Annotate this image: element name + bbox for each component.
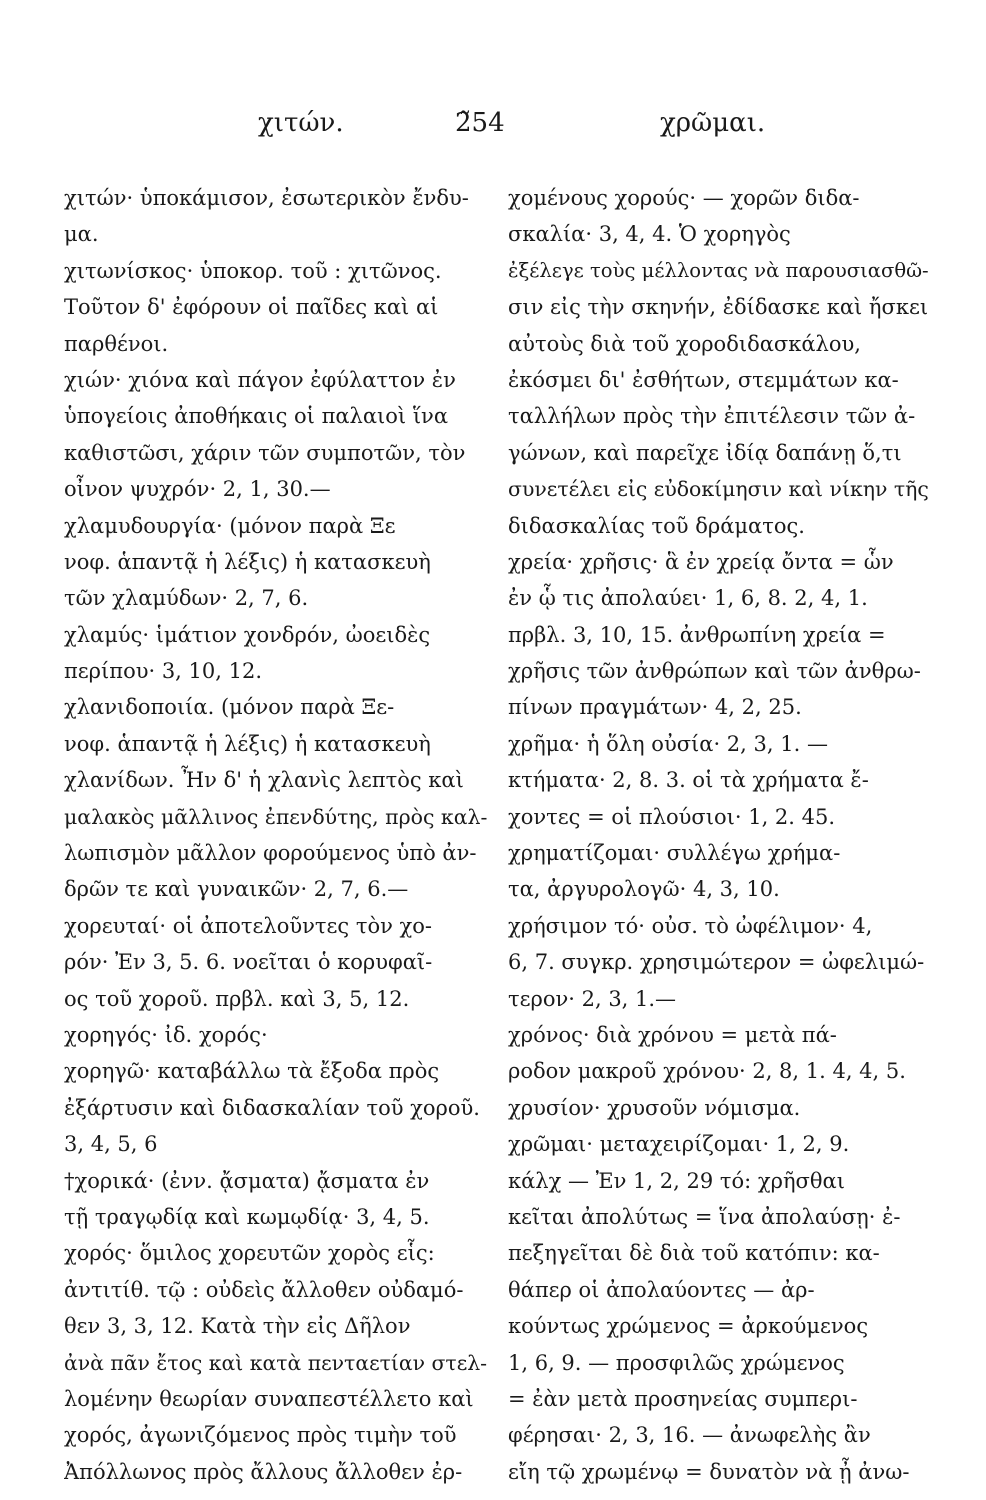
text-line: χλανιδοποιία. (μόνον παρὰ Ξε- <box>64 695 395 720</box>
text-line: παρθένοι. <box>64 331 169 356</box>
text-line: Ἀπόλλωνος πρὸς ἄλλους ἄλλοθεν ἐρ- <box>64 1459 463 1484</box>
header-right-word: χρῶμαι. <box>660 108 766 138</box>
text-line: χρήσιμον τό· οὐσ. τὸ ὠφέλιμον· 4, <box>508 913 873 938</box>
text-line: περίπου· 3, 10, 12. <box>64 659 263 684</box>
text-line: πίνων πραγμάτων· 4, 2, 25. <box>508 695 802 720</box>
text-line: κούντως χρώμενος = ἀρκούμενος <box>508 1314 869 1339</box>
text-line: χομένους χορούς· — χορῶν διδα- <box>508 186 860 210</box>
running-header <box>0 108 986 148</box>
text-line: μαλακὸς μᾶλλινος ἐπενδύτης, πρὸς καλ- <box>64 804 488 829</box>
text-line: χρεία· χρῆσις· ἃ ἐν χρείᾳ ὄντα = ὧν <box>508 549 894 574</box>
text-line: εἴη τῷ χρωμένῳ = δυνατὸν νὰ ᾖ ἀνω- <box>508 1459 910 1484</box>
text-line: κεῖται ἀπολύτως = ἵνα ἀπολαύσῃ· ἐ- <box>508 1204 901 1229</box>
text-line: 3, 4, 5, 6 <box>64 1132 158 1157</box>
text-line: χορηγῶ· καταβάλλω τὰ ἔξοδα πρὸς <box>64 1059 440 1084</box>
text-line: οἶνον ψυχρόν· 2, 1, 30.— <box>64 477 331 502</box>
text-line: χοντες = οἱ πλούσιοι· 1, 2. 45. <box>508 804 836 829</box>
text-line: χρηματίζομαι· συλλέγω χρήμα- <box>508 841 841 866</box>
text-line: μα. <box>64 222 99 247</box>
text-line: τῶν χλαμύδων· 2, 7, 6. <box>64 586 309 611</box>
text-line: χιτωνίσκος· ὑποκορ. τοῦ : χιτῶνος. <box>64 258 442 283</box>
text-line: χρῆμα· ἡ ὅλη οὐσία· 2, 3, 1. — <box>508 731 828 756</box>
text-line: Τοῦτον δ' ἐφόρουν οἱ παῖδες καὶ αἱ <box>64 295 439 320</box>
text-line: κάλχ — Ἐν 1, 2, 29 τό: χρῆσθαι <box>508 1168 845 1193</box>
text-line: ἀντιτίθ. τῷ : οὐδεὶς ἄλλοθεν οὐδαμό- <box>64 1277 464 1302</box>
text-line: νοφ. ἁπαντᾷ ἡ λέξις) ἡ κατασκευὴ <box>64 549 431 574</box>
text-line: 1, 6, 9. — προσφιλῶς χρώμενος <box>508 1350 845 1375</box>
text-line: χιών· χιόνα καὶ πάγον ἐφύλαττον ἐν <box>64 367 456 392</box>
text-line: σιν εἰς τὴν σκηνήν, ἐδίδασκε καὶ ἤσκει <box>508 295 929 320</box>
text-line: καθιστῶσι, χάριν τῶν συμποτῶν, τὸν <box>64 440 466 465</box>
text-line: κτήματα· 2, 8. 3. οἱ τὰ χρήματα ἔ- <box>508 768 869 793</box>
text-line: χορός, ἀγωνιζόμενος πρὸς τιμὴν τοῦ <box>64 1423 457 1448</box>
text-line: ταλλήλων πρὸς τὴν ἐπιτέλεσιν τῶν ἀ- <box>508 404 916 429</box>
text-line: θεν 3, 3, 12. Κατὰ τὴν εἰς Δῆλον <box>64 1314 411 1339</box>
text-line: χρόνος· διὰ χρόνου = μετὰ πά- <box>508 1022 837 1047</box>
left-column <box>64 180 496 1490</box>
right-column <box>508 180 938 1490</box>
text-line: ος τοῦ χοροῦ. πρβλ. καὶ 3, 5, 12. <box>64 986 410 1011</box>
text-line: πεξηγεῖται δὲ διὰ τοῦ κατόπιν: κα- <box>508 1241 880 1266</box>
text-line: ἐν ᾧ τις ἀπολαύει· 1, 6, 8. 2, 4, 1. <box>508 586 868 611</box>
text-line: ρόν· Ἐν 3, 5. 6. νοεῖται ὁ κορυφαῖ- <box>64 950 433 975</box>
text-line: χιτών· ὑποκάμισον, ἐσωτερικὸν ἔνδυ- <box>64 186 469 210</box>
text-line: φέρησαι· 2, 3, 16. — ἀνωφελὴς ἂν <box>508 1423 871 1448</box>
text-line: χλαμυδουργία· (μόνον παρὰ Ξε <box>64 513 396 538</box>
text-line: λωπισμὸν μᾶλλον φορούμενος ὑπὸ ἀν- <box>64 841 477 866</box>
text-line: ἐξάρτυσιν καὶ διδασκαλίαν τοῦ χοροῦ. <box>64 1095 480 1120</box>
text-line: ἐκόσμει δι' ἐσθήτων, στεμμάτων κα- <box>508 367 899 392</box>
text-line: 6, 7. συγκρ. χρησιμώτερον = ὠφελιμώ- <box>508 950 925 975</box>
text-line: χρυσίον· χρυσοῦν νόμισμα. <box>508 1095 801 1120</box>
text-line: χορός· ὅμιλος χορευτῶν χορὸς εἷς: <box>64 1241 435 1266</box>
text-line: σκαλία· 3, 4, 4. Ὁ χορηγὸς <box>508 222 791 247</box>
text-line: τερον· 2, 3, 1.— <box>508 986 677 1011</box>
text-line: χρῶμαι· μεταχειρίζομαι· 1, 2, 9. <box>508 1132 850 1157</box>
text-line: ροδον μακροῦ χρόνου· 2, 8, 1. 4, 4, 5. <box>508 1059 906 1084</box>
text-line: πρβλ. 3, 10, 15. ἀνθρωπίνη χρεία = <box>508 622 886 647</box>
text-line: ἐξέλεγε τοὺς μέλλοντας νὰ παρουσιασθῶ- <box>508 258 929 282</box>
text-line: χλανίδων. Ἦν δ' ἡ χλανὶς λεπτὸς καὶ <box>64 768 464 793</box>
text-line: αὐτοὺς διὰ τοῦ χοροδιδασκάλου, <box>508 331 861 356</box>
text-line: τα, ἀργυρολογῶ· 4, 3, 10. <box>508 877 780 902</box>
text-line: τῇ τραγῳδίᾳ καὶ κωμῳδίᾳ· 3, 4, 5. <box>64 1204 430 1229</box>
text-line: δρῶν τε καὶ γυναικῶν· 2, 7, 6.— <box>64 877 409 902</box>
text-line: = ἐὰν μετὰ προσηνείας συμπερι- <box>508 1386 858 1411</box>
text-line: νοφ. ἁπαντᾷ ἡ λέξις) ἡ κατασκευὴ <box>64 731 431 756</box>
text-line: χρῆσις τῶν ἀνθρώπων καὶ τῶν ἀνθρω- <box>508 659 921 684</box>
text-line: ὑπογείοις ἀποθήκαις οἱ παλαιοὶ ἵνα <box>64 404 449 429</box>
text-line: λομένην θεωρίαν συναπεστέλλετο καὶ <box>64 1386 474 1411</box>
text-line: διδασκαλίας τοῦ δράματος. <box>508 513 805 538</box>
text-line: θάπερ οἱ ἀπολαύοντες — ἀρ- <box>508 1277 815 1302</box>
header-left-word: χιτών. <box>258 108 344 138</box>
text-line: γώνων, καὶ παρεῖχε ἰδίᾳ δαπάνῃ ὅ,τι <box>508 440 902 465</box>
text-line: ἀνὰ πᾶν ἔτος καὶ κατὰ πενταετίαν στελ- <box>64 1350 488 1375</box>
text-line: †χορικά· (ἐνν. ᾄσματα) ᾄσματα ἐν <box>64 1168 430 1193</box>
text-line: χλαμύς· ἱμάτιον χονδρόν, ὠοειδὲς <box>64 622 431 647</box>
text-line: συνετέλει εἰς εὐδοκίμησιν καὶ νίκην τῆς <box>508 477 929 502</box>
text-line: χορευταί· οἱ ἀποτελοῦντες τὸν χο- <box>64 913 433 938</box>
text-line: χορηγός· ἰδ. χορός· <box>64 1022 268 1047</box>
page-number: 2̃54 <box>455 108 505 138</box>
